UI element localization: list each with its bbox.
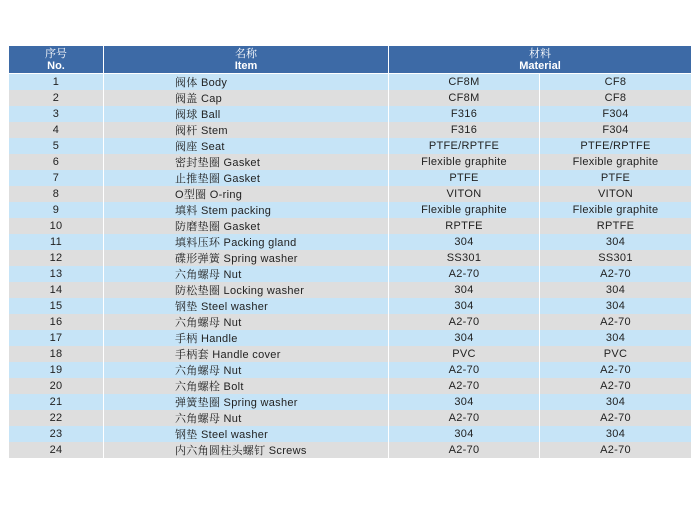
cell-material-1: A2-70 [389,314,540,330]
table-row [9,362,692,378]
cell-material-1: Flexible graphite [389,202,540,218]
cell-material-2: RPTFE [540,218,692,234]
cell-item: 弹簧垫圈 Spring washer [104,394,389,410]
table-row [9,202,692,218]
cell-item: 六角螺母 Nut [104,266,389,282]
cell-no: 8 [9,186,104,202]
cell-material-1: 304 [389,330,540,346]
header-material [389,46,692,74]
table-row [9,138,692,154]
cell-item: 六角螺栓 Bolt [104,378,389,394]
cell-material-2: F304 [540,122,692,138]
table-row [9,250,692,266]
cell-item: 内六角圆柱头螺钉 Screws [104,442,389,458]
cell-item: 防磨垫圈 Gasket [104,218,389,234]
cell-item: 阀盖 Cap [104,90,389,106]
cell-material-2: 304 [540,330,692,346]
cell-no: 22 [9,410,104,426]
cell-no: 3 [9,106,104,122]
cell-no: 10 [9,218,104,234]
table-row [9,122,692,138]
cell-item: 六角螺母 Nut [104,314,389,330]
cell-item: 六角螺母 Nut [104,410,389,426]
table-row [9,346,692,362]
cell-material-1: A2-70 [389,378,540,394]
cell-item: 填料 Stem packing [104,202,389,218]
cell-item: 碟形弹簧 Spring washer [104,250,389,266]
cell-material-2: A2-70 [540,362,692,378]
cell-no: 17 [9,330,104,346]
cell-material-1: CF8M [389,90,540,106]
cell-material-2: A2-70 [540,266,692,282]
cell-material-2: 304 [540,426,692,442]
cell-no: 11 [9,234,104,250]
cell-no: 6 [9,154,104,170]
cell-material-1: 304 [389,394,540,410]
cell-no: 15 [9,298,104,314]
table-row [9,266,692,282]
cell-item: 手柄套 Handle cover [104,346,389,362]
cell-material-1: F316 [389,122,540,138]
table-row [9,330,692,346]
cell-item: 手柄 Handle [104,330,389,346]
cell-material-1: A2-70 [389,410,540,426]
cell-item: 止推垫圈 Gasket [104,170,389,186]
cell-no: 24 [9,442,104,458]
cell-material-1: PTFE [389,170,540,186]
cell-material-2: CF8 [540,74,692,91]
cell-material-2: VITON [540,186,692,202]
cell-item: 六角螺母 Nut [104,362,389,378]
cell-material-1: VITON [389,186,540,202]
cell-material-1: Flexible graphite [389,154,540,170]
cell-no: 7 [9,170,104,186]
cell-no: 16 [9,314,104,330]
cell-material-2: 304 [540,234,692,250]
cell-material-2: A2-70 [540,314,692,330]
table-row [9,186,692,202]
header-no-en: No. [47,59,65,72]
cell-no: 12 [9,250,104,266]
header-material-en: Material [519,59,561,72]
cell-material-1: 304 [389,426,540,442]
cell-no: 2 [9,90,104,106]
cell-no: 5 [9,138,104,154]
table-row [9,90,692,106]
cell-material-1: A2-70 [389,362,540,378]
table-row [9,218,692,234]
table-row [9,106,692,122]
header-no [9,46,104,74]
cell-no: 18 [9,346,104,362]
header-item-en: Item [234,59,258,72]
cell-material-2: Flexible graphite [540,154,692,170]
cell-no: 13 [9,266,104,282]
cell-item: O型圈 O-ring [104,186,389,202]
cell-item: 钢垫 Steel washer [104,298,389,314]
table-row [9,154,692,170]
cell-material-1: A2-70 [389,266,540,282]
cell-material-2: SS301 [540,250,692,266]
cell-material-1: CF8M [389,74,540,91]
cell-material-2: CF8 [540,90,692,106]
cell-no: 1 [9,74,104,91]
cell-material-1: RPTFE [389,218,540,234]
cell-no: 23 [9,426,104,442]
cell-item: 防松垫圈 Locking washer [104,282,389,298]
cell-item: 钢垫 Steel washer [104,426,389,442]
cell-material-2: 304 [540,394,692,410]
cell-material-2: A2-70 [540,410,692,426]
table-row [9,282,692,298]
cell-material-1: 304 [389,298,540,314]
cell-material-1: PTFE/RPTFE [389,138,540,154]
cell-material-2: 304 [540,298,692,314]
cell-item: 阀球 Ball [104,106,389,122]
cell-no: 4 [9,122,104,138]
cell-no: 19 [9,362,104,378]
table-row [9,170,692,186]
cell-item: 阀体 Body [104,74,389,91]
cell-material-1: 304 [389,282,540,298]
cell-material-2: PTFE/RPTFE [540,138,692,154]
cell-material-2: PTFE [540,170,692,186]
header-material-cn: 材料 [529,47,551,60]
cell-no: 21 [9,394,104,410]
cell-material-2: A2-70 [540,442,692,458]
table-row [9,394,692,410]
header-no-cn: 序号 [45,47,67,60]
cell-material-2: Flexible graphite [540,202,692,218]
header-item [104,46,389,74]
table-row [9,314,692,330]
materials-table [8,45,692,458]
table-row [9,378,692,394]
table-row [9,234,692,250]
cell-item: 阀杆 Stem [104,122,389,138]
cell-material-1: PVC [389,346,540,362]
header-row [9,46,692,74]
cell-no: 20 [9,378,104,394]
cell-material-2: PVC [540,346,692,362]
table-row [9,426,692,442]
header-item-cn: 名称 [235,47,257,60]
cell-no: 9 [9,202,104,218]
cell-item: 阀座 Seat [104,138,389,154]
table-row [9,74,692,91]
cell-material-2: F304 [540,106,692,122]
table-row [9,410,692,426]
cell-item: 填料压环 Packing gland [104,234,389,250]
cell-item: 密封垫圈 Gasket [104,154,389,170]
cell-material-1: F316 [389,106,540,122]
cell-material-1: A2-70 [389,442,540,458]
table-row [9,298,692,314]
cell-material-2: A2-70 [540,378,692,394]
cell-material-1: SS301 [389,250,540,266]
cell-material-2: 304 [540,282,692,298]
cell-no: 14 [9,282,104,298]
cell-material-1: 304 [389,234,540,250]
table-row [9,442,692,458]
